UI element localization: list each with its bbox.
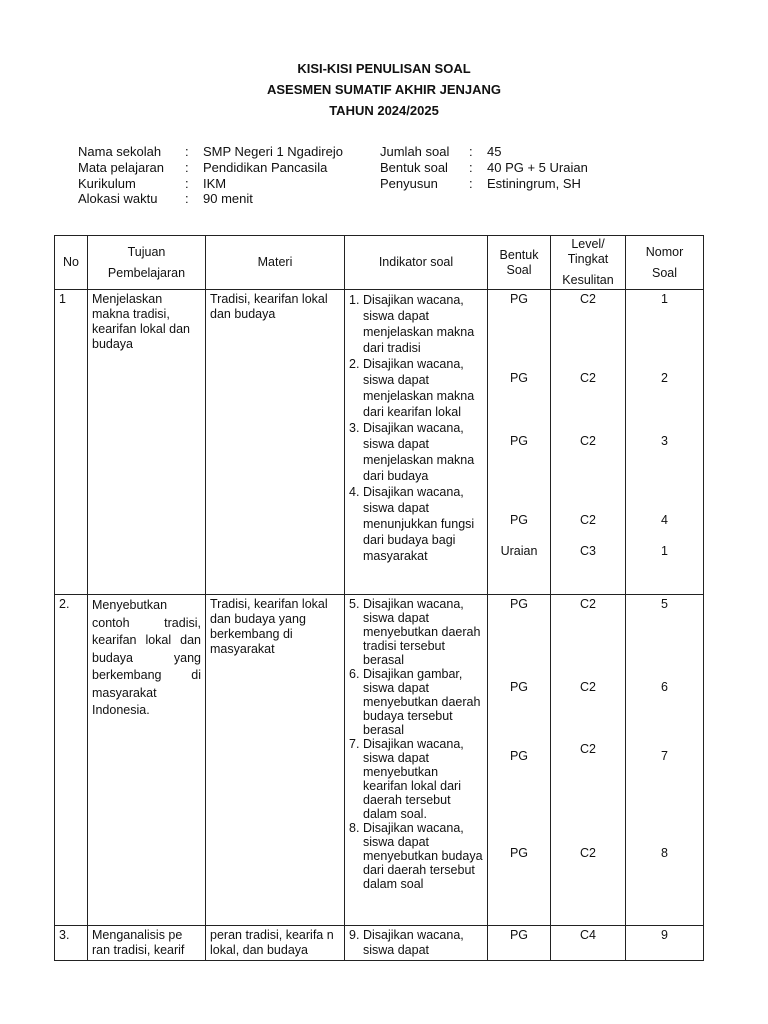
indicator-item <box>349 821 483 891</box>
bentuk-value: PG <box>509 371 529 385</box>
indicator-item <box>349 928 483 958</box>
indicator-number: 9. <box>349 928 360 942</box>
header-no: No <box>55 236 88 290</box>
info-value-subject: Pendidikan Pancasila <box>203 160 328 175</box>
header-indikator: Indikator soal <box>345 236 488 290</box>
level-value: C2 <box>580 434 596 448</box>
info-label-count: Jumlah soal <box>380 144 450 159</box>
document-year: TAHUN 2024/2025 <box>329 103 439 118</box>
indicator-number: 7. <box>349 737 360 751</box>
nomor-value: 5 <box>661 597 668 611</box>
table-header-row <box>55 236 704 290</box>
info-label-subject: Mata pelajaran <box>78 160 164 175</box>
info-sep: : <box>469 144 473 159</box>
table-row <box>55 290 704 595</box>
header-tujuan-line1: Tujuan <box>127 244 166 259</box>
indicator-item <box>349 667 483 737</box>
indicator-item <box>349 484 483 564</box>
indicator-text: Disajikan wacana, siswa dapat menyebutkan daerah tradisi tersebut berasal <box>363 597 481 667</box>
nomor-value: 1 <box>661 544 668 558</box>
nomor-value: 1 <box>661 292 668 306</box>
header-bentuk-line2: Soal <box>506 262 532 277</box>
indicator-item <box>349 356 483 420</box>
bentuk-value: PG <box>509 680 529 694</box>
bentuk-value: PG <box>509 597 529 611</box>
level-value: C2 <box>580 742 596 756</box>
info-value-author: Estiningrum, SH <box>487 176 581 191</box>
header-tujuan <box>88 236 206 290</box>
level-value: C2 <box>580 371 596 385</box>
nomor-value: 8 <box>661 846 668 860</box>
info-label-curriculum: Kurikulum <box>78 176 136 191</box>
nomor-value: 3 <box>661 434 668 448</box>
nomor-value: 6 <box>661 680 668 694</box>
info-label-author: Penyusun <box>380 176 438 191</box>
header-bentuk <box>488 236 551 290</box>
indicator-number: 2. <box>349 357 360 371</box>
header-nomor-line1: Nomor <box>645 244 684 259</box>
indicator-number: 1. <box>349 293 360 307</box>
header-materi: Materi <box>206 236 345 290</box>
bentuk-value: PG <box>509 513 529 527</box>
header-level <box>551 236 626 290</box>
info-value-curriculum: IKM <box>203 176 227 191</box>
row-nomor: 9 <box>626 926 704 961</box>
row-number: 3. <box>55 926 88 961</box>
row-nomor <box>626 595 704 926</box>
info-sep: : <box>185 160 189 175</box>
info-value-school: SMP Negeri 1 Ngadirejo <box>203 144 343 159</box>
document-title: KISI-KISI PENULISAN SOAL <box>297 61 471 76</box>
indicator-text: Disajikan wacana, siswa dapat <box>363 928 464 957</box>
row-materi: peran tradisi, kearifa n lokal, dan budaya <box>206 926 345 961</box>
bentuk-value: PG <box>509 846 529 860</box>
table-row <box>55 595 704 926</box>
level-value: C3 <box>580 544 596 558</box>
info-value-form: 40 PG + 5 Uraian <box>487 160 588 175</box>
info-sep: : <box>469 176 473 191</box>
table-row <box>55 926 704 961</box>
info-sep: : <box>185 144 189 159</box>
row-indikator <box>345 595 488 926</box>
info-label-time: Alokasi waktu <box>78 191 158 206</box>
indicator-number: 6. <box>349 667 360 681</box>
indicator-text: Disajikan wacana, siswa dapat menunjukkan fungsi dari budaya bagi masyarakat <box>363 485 475 563</box>
row-tujuan: Menjelaskan makna tradisi, kearifan lokal dan budaya <box>88 290 206 595</box>
row-bentuk <box>488 595 551 926</box>
row-indikator <box>345 926 488 961</box>
bentuk-value: PG <box>509 434 529 448</box>
grid-table <box>54 235 704 961</box>
header-level-line2: Tingkat <box>567 252 609 266</box>
row-number: 1 <box>55 290 88 595</box>
bentuk-value: PG <box>509 292 529 306</box>
indicator-text: Disajikan wacana, siswa dapat menjelaskan makna dari kearifan lokal <box>363 357 475 419</box>
nomor-value: 4 <box>661 513 668 527</box>
indicator-number: 4. <box>349 485 360 499</box>
level-value: C2 <box>580 597 596 611</box>
header-tujuan-line2: Pembelajaran <box>107 265 186 280</box>
info-sep: : <box>469 160 473 175</box>
info-label-form: Bentuk soal <box>380 160 448 175</box>
indicator-item <box>349 737 483 821</box>
row-level <box>551 595 626 926</box>
header-level-line1: Level/ <box>571 237 605 251</box>
info-label-school: Nama sekolah <box>78 144 162 159</box>
indicator-item <box>349 597 483 667</box>
indicator-number: 8. <box>349 821 360 835</box>
indicator-text: Disajikan gambar, siswa dapat menyebutkan daerah budaya tersebut berasal <box>363 667 481 737</box>
row-number: 2. <box>55 595 88 926</box>
row-level <box>551 290 626 595</box>
row-bentuk <box>488 290 551 595</box>
row-materi: Tradisi, kearifan lokal dan budaya yang berkembang di masyarakat <box>206 595 345 926</box>
document-subtitle: ASESMEN SUMATIF AKHIR JENJANG <box>266 82 502 97</box>
row-tujuan: Menganalisis pe ran tradisi, kearif <box>88 926 206 961</box>
info-value-time: 90 menit <box>203 191 253 206</box>
indicator-number: 5. <box>349 597 360 611</box>
info-value-count: 45 <box>487 144 502 159</box>
nomor-value: 2 <box>661 371 668 385</box>
header-bentuk-line1: Bentuk <box>499 247 539 262</box>
indicator-text: Disajikan wacana, siswa dapat menjelaskan makna dari tradisi <box>363 293 475 355</box>
row-indikator <box>345 290 488 595</box>
indicator-item <box>349 420 483 484</box>
header-nomor <box>626 236 704 290</box>
level-value: C2 <box>580 292 596 306</box>
indicator-text: Disajikan wacana, siswa dapat menjelaskan makna dari budaya <box>363 421 475 483</box>
level-value: C2 <box>580 513 596 527</box>
level-value: C2 <box>580 846 596 860</box>
info-sep: : <box>185 191 189 206</box>
info-sep: : <box>185 176 189 191</box>
bentuk-value: Uraian <box>500 544 538 558</box>
row-materi: Tradisi, kearifan lokal dan budaya <box>206 290 345 595</box>
indicator-text: Disajikan wacana, siswa dapat menyebutkan kearifan lokal dari daerah tersebut dalam soal. <box>363 737 464 821</box>
row-tujuan: Menyebutkan contoh tradisi, kearifan lokal dan budaya yang berkembang di masyarakat Indonesia. <box>88 595 206 926</box>
nomor-value: 7 <box>661 749 668 763</box>
indicator-item <box>349 292 483 356</box>
row-bentuk: PG <box>488 926 551 961</box>
header-nomor-line2: Soal <box>651 265 678 280</box>
bentuk-value: PG <box>509 749 529 763</box>
header-level-line3: Kesulitan <box>562 273 614 287</box>
indicator-number: 3. <box>349 421 360 435</box>
row-nomor <box>626 290 704 595</box>
row-level: C4 <box>551 926 626 961</box>
indicator-text: Disajikan wacana, siswa dapat menyebutkan budaya dari daerah tersebut dalam soal <box>363 821 483 891</box>
level-value: C2 <box>580 680 596 694</box>
